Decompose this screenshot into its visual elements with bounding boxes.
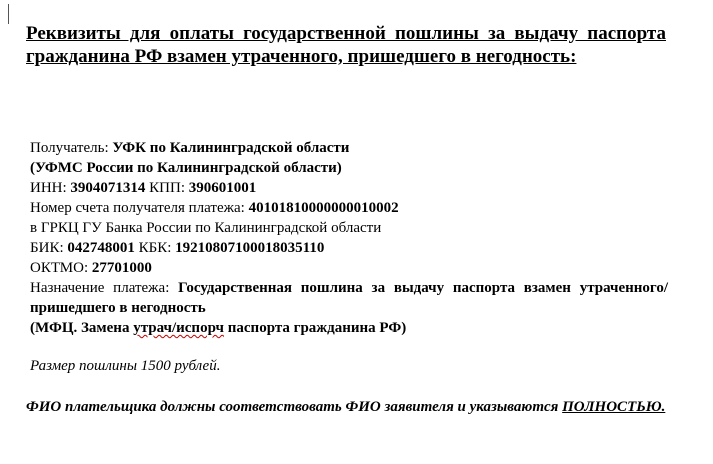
purpose-note-post: паспорта гражданина РФ) <box>224 320 407 336</box>
payment-details <box>30 138 668 338</box>
recipient-label: Получатель: <box>30 140 113 156</box>
account-label: Номер счета получателя платежа: <box>30 200 249 216</box>
bik-value: 042748001 <box>67 240 135 256</box>
account-value: 40101810000000010002 <box>248 200 399 216</box>
purpose-note-pre: (МФЦ. Замена <box>30 320 134 336</box>
purpose-row <box>30 278 668 318</box>
purpose-note-row <box>30 318 668 338</box>
text-cursor <box>8 4 9 24</box>
recipient-row-2 <box>30 158 668 178</box>
kpp-label: КПП: <box>145 180 189 196</box>
purpose-value: Государственная пошлина за выдачу паспорта взамен утраченного/ пришедшего в негодность <box>30 280 668 316</box>
oktmo-row <box>30 258 668 278</box>
fio-warning <box>26 398 666 417</box>
account-row <box>30 198 668 218</box>
bank-row: в ГРКЦ ГУ Банка России по Калининградской области <box>30 220 382 236</box>
oktmo-value: 27701000 <box>91 260 152 276</box>
page-title: Реквизиты для оплаты государственной пошлины за выдачу паспорта гражданина РФ взамен утраченного, пришедшего в негодность: <box>26 23 666 67</box>
fio-warning-text: ФИО плательщика должны соответствовать ФИО заявителя и указываются <box>26 399 563 415</box>
purpose-note-spellcheck: утрач/испорч <box>133 320 224 336</box>
inn-value: 3904071314 <box>70 180 146 196</box>
fio-warning-caps: ПОЛНОСТЬЮ. <box>562 399 666 415</box>
inn-label: ИНН: <box>30 180 71 196</box>
kbk-value: 19210807100018035110 <box>175 240 325 256</box>
recipient-name-2: (УФМС России по Калининградской области) <box>30 160 342 176</box>
bik-label: БИК: <box>30 240 68 256</box>
inn-row <box>30 178 668 198</box>
bik-row <box>30 238 668 258</box>
fee-amount: Размер пошлины 1500 рублей. <box>30 358 221 374</box>
purpose-label: Назначение платежа: <box>30 280 179 296</box>
recipient-row <box>30 138 668 158</box>
kpp-value: 390601001 <box>188 180 257 196</box>
kbk-label: КБК: <box>134 240 176 256</box>
recipient-name: УФК по Калининградской области <box>112 140 350 156</box>
oktmo-label: ОКТМО: <box>30 260 92 276</box>
